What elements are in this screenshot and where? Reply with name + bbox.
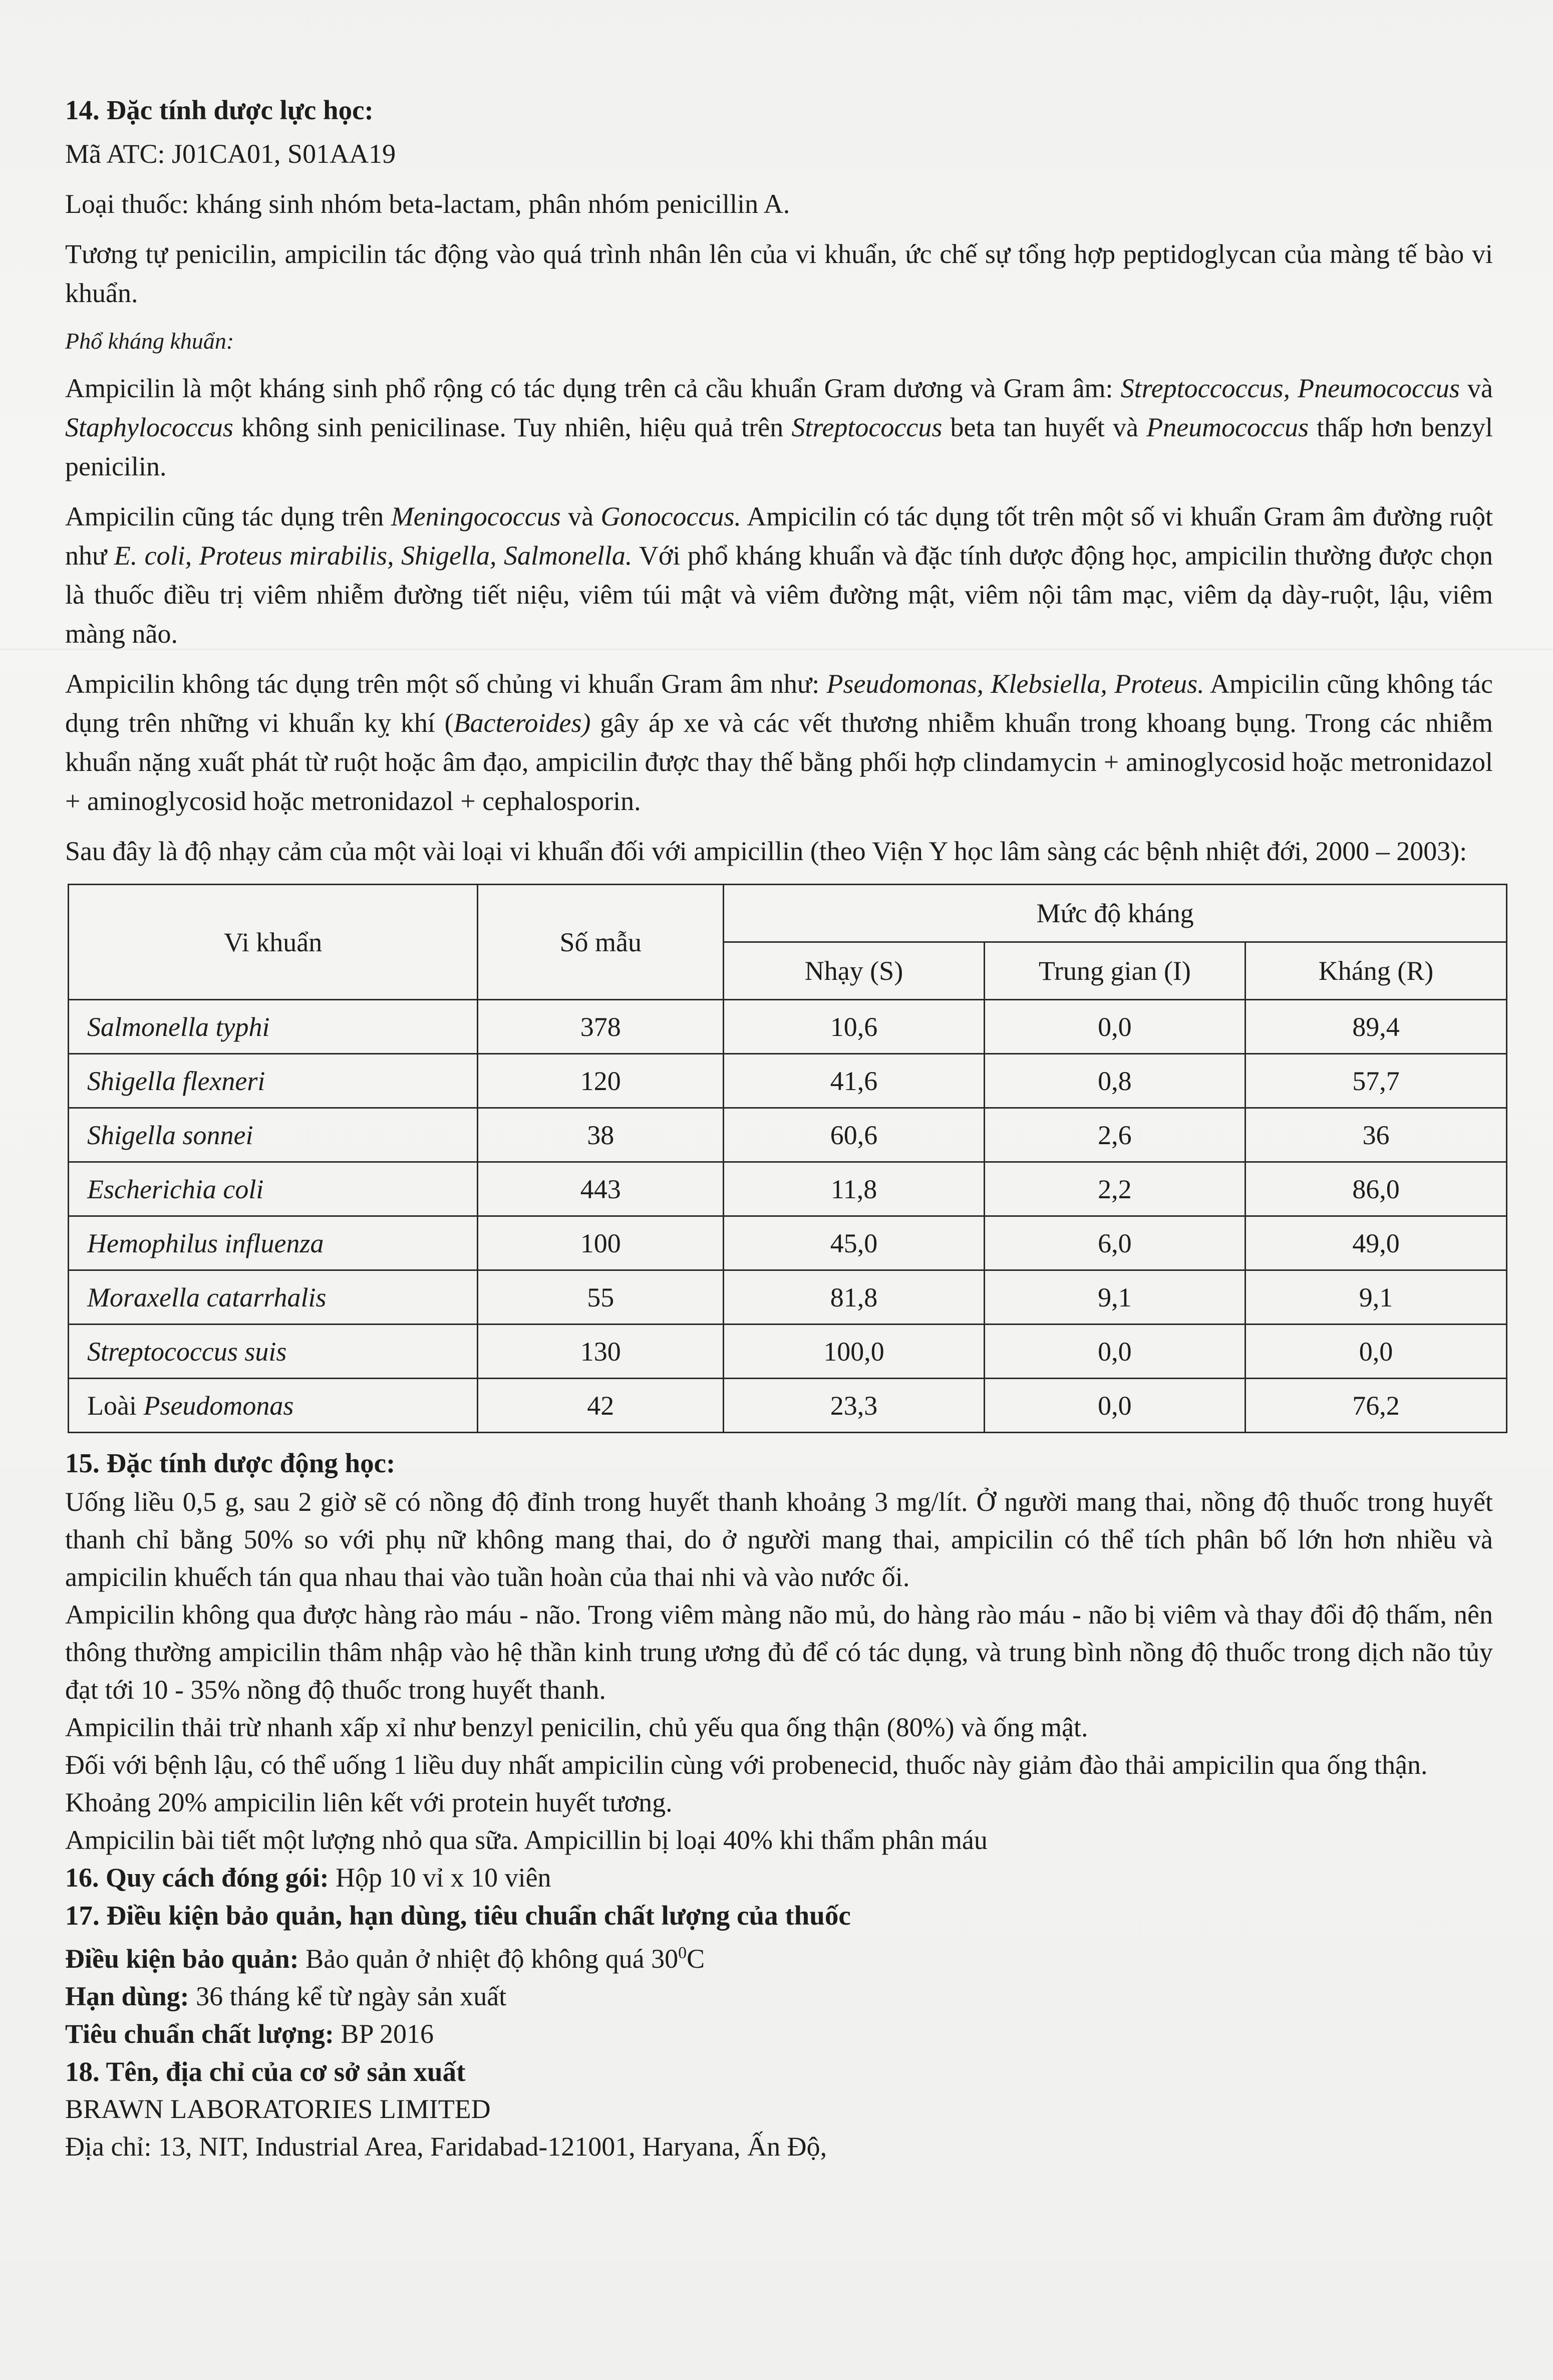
text-run: Ampicilin cũng tác dụng trên bbox=[65, 501, 391, 532]
header-intermediate: Trung gian (I) bbox=[984, 942, 1245, 1000]
manufacturer-name: BRAWN LABORATORIES LIMITED bbox=[65, 2094, 491, 2124]
intermediate-cell: 9,1 bbox=[984, 1270, 1245, 1325]
pk-paragraph-5: Khoảng 20% ampicilin liên kết với protein huyết tương. bbox=[65, 1787, 673, 1817]
bacteria-name-cell bbox=[69, 1054, 478, 1108]
spectrum-paragraph-1 bbox=[65, 369, 1493, 486]
intermediate-cell: 2,2 bbox=[984, 1162, 1245, 1216]
sensitive-cell: 23,3 bbox=[724, 1379, 985, 1433]
spectrum-paragraph-2 bbox=[65, 497, 1493, 653]
bacteria-name-cell bbox=[69, 1325, 478, 1379]
bacteria-name: Streptococcus suis bbox=[87, 1336, 287, 1367]
spectrum-heading: Phổ kháng khuẩn: bbox=[65, 328, 234, 354]
bacteria-name-cell bbox=[69, 1162, 478, 1216]
resistant-cell: 36 bbox=[1246, 1108, 1507, 1162]
quality-standard-value: BP 2016 bbox=[334, 2019, 434, 2049]
intermediate-cell: 0,0 bbox=[984, 1379, 1245, 1433]
quality-standard-label: Tiêu chuẩn chất lượng: bbox=[65, 2019, 334, 2049]
sensitive-cell: 100,0 bbox=[724, 1325, 985, 1379]
pk-paragraph-4: Đối với bệnh lậu, có thể uống 1 liều duy nhất ampicilin cùng với probenecid, thuốc này giảm đào thải ampicilin qua ống thận. bbox=[65, 1750, 1428, 1780]
bacteria-name-cell bbox=[69, 1216, 478, 1270]
sample-count-cell: 42 bbox=[478, 1379, 724, 1433]
packaging-label: 16. Quy cách đóng gói: bbox=[65, 1863, 329, 1893]
table-row bbox=[69, 1108, 1507, 1162]
bacteria-name: Escherichia coli bbox=[87, 1174, 264, 1204]
resistant-cell: 49,0 bbox=[1246, 1216, 1507, 1270]
text-run: và bbox=[1459, 373, 1493, 403]
section-14 bbox=[65, 90, 1493, 871]
italic-run: Streptoccoccus, Pneumococcus bbox=[1120, 373, 1460, 403]
storage-unit: C bbox=[687, 1944, 705, 1974]
storage-degree: 0 bbox=[678, 1944, 687, 1962]
text-run: gây áp xe và các vết thương nhiễm khuẩn trong khoang bụng. Trong các nhiễm khuẩn nặng xuất phát từ ruột hoặc âm đạo, ampicilin được thay thế bằng phối hợp clindamycin + aminoglycosid hoặc metronidazol + aminoglycosid hoặc metronidazol + cephalosporin. bbox=[65, 708, 1493, 816]
quality-standard-line bbox=[65, 2015, 1493, 2053]
italic-run: Bacteroides) bbox=[453, 708, 591, 738]
pk-paragraph-1: Uống liều 0,5 g, sau 2 giờ sẽ có nồng độ đỉnh trong huyết thanh khoảng 3 mg/lít. Ở người mang thai, nồng độ thuốc trong huyết thanh chỉ bằng 50% so với phụ nữ không mang thai, do ở người mang thai, ampicilin có thể tích phân bố lớn hơn nhiều và ampicilin khuếch tán qua nhau thai vào tuần hoàn của thai nhi và vào nước ối. bbox=[65, 1487, 1493, 1592]
susceptibility-table bbox=[68, 884, 1507, 1433]
bacteria-name: Moraxella catarrhalis bbox=[87, 1282, 327, 1312]
intermediate-cell: 0,8 bbox=[984, 1054, 1245, 1108]
italic-run: Gonococcus. bbox=[600, 501, 741, 532]
atc-code: Mã ATC: J01CA01, S01AA19 bbox=[65, 139, 396, 169]
header-bacteria: Vi khuẩn bbox=[69, 885, 478, 1000]
italic-run: Staphylococcus bbox=[65, 412, 233, 442]
storage-line bbox=[65, 1934, 1493, 1978]
sensitive-cell: 81,8 bbox=[724, 1270, 985, 1325]
header-resistance: Mức độ kháng bbox=[724, 885, 1507, 942]
bacteria-name-cell bbox=[69, 1000, 478, 1054]
table-row bbox=[69, 1270, 1507, 1325]
sensitive-cell: 11,8 bbox=[724, 1162, 985, 1216]
storage-label: Điều kiện bảo quản: bbox=[65, 1944, 299, 1974]
section-14-heading: 14. Đặc tính dược lực học: bbox=[65, 95, 374, 125]
italic-run: Pseudomonas, Klebsiella, Proteus. bbox=[826, 669, 1204, 699]
text-run: Ampicilin có tác dụng tốt trên một số vi khuẩn Gram âm đường ruột như bbox=[65, 501, 1493, 571]
sample-count-cell: 100 bbox=[478, 1216, 724, 1270]
sample-count-cell: 120 bbox=[478, 1054, 724, 1108]
table-row bbox=[69, 1216, 1507, 1270]
resistant-cell: 86,0 bbox=[1246, 1162, 1507, 1216]
sensitive-cell: 41,6 bbox=[724, 1054, 985, 1108]
resistant-cell: 76,2 bbox=[1246, 1379, 1507, 1433]
table-row bbox=[69, 1054, 1507, 1108]
spectrum-paragraph-3 bbox=[65, 664, 1493, 821]
pk-paragraph-6: Ampicilin bài tiết một lượng nhỏ qua sữa. Ampicillin bị loại 40% khi thẩm phân máu bbox=[65, 1825, 988, 1855]
intermediate-cell: 6,0 bbox=[984, 1216, 1245, 1270]
drug-class: Loại thuốc: kháng sinh nhóm beta-lactam, phân nhóm penicillin A. bbox=[65, 189, 790, 219]
bacteria-name-cell bbox=[69, 1270, 478, 1325]
sample-count-cell: 378 bbox=[478, 1000, 724, 1054]
section-15 bbox=[65, 1443, 1493, 2166]
text-run: không sinh penicilinase. Tuy nhiên, hiệu quả trên bbox=[233, 412, 792, 442]
section-18-heading: 18. Tên, địa chỉ của cơ sở sản xuất bbox=[65, 2056, 466, 2087]
italic-run: E. coli, Proteus mirabilis, Shigella, Salmonella. bbox=[114, 541, 633, 571]
bacteria-name: Pseudomonas bbox=[143, 1390, 294, 1421]
section-15-heading: 15. Đặc tính dược động học: bbox=[65, 1448, 396, 1478]
sensitive-cell: 10,6 bbox=[724, 1000, 985, 1054]
table-row bbox=[69, 1379, 1507, 1433]
packaging-line bbox=[65, 1859, 1493, 1897]
text-run: Ampicilin là một kháng sinh phổ rộng có tác dụng trên cả cầu khuẩn Gram dương và Gram âm: bbox=[65, 373, 1121, 403]
sensitive-cell: 60,6 bbox=[724, 1108, 985, 1162]
section-17-heading: 17. Điều kiện bảo quản, hạn dùng, tiêu chuẩn chất lượng của thuốc bbox=[65, 1900, 851, 1931]
bacteria-name: Hemophilus influenza bbox=[87, 1228, 324, 1258]
sensitive-cell: 45,0 bbox=[724, 1216, 985, 1270]
mechanism-text: Tương tự penicilin, ampicilin tác động vào quá trình nhân lên của vi khuẩn, ức chế sự tổng hợp peptidoglycan của màng tế bào vi khuẩn. bbox=[65, 239, 1493, 308]
table-row bbox=[69, 1325, 1507, 1379]
sample-count-cell: 38 bbox=[478, 1108, 724, 1162]
sample-count-cell: 55 bbox=[478, 1270, 724, 1325]
manufacturer-address: Địa chỉ: 13, NIT, Industrial Area, Faridabad-121001, Haryana, Ấn Độ, bbox=[65, 2132, 827, 2162]
text-run: và bbox=[560, 501, 601, 532]
header-resistant: Kháng (R) bbox=[1246, 942, 1507, 1000]
bacteria-name: Salmonella typhi bbox=[87, 1011, 270, 1042]
sample-count-cell: 130 bbox=[478, 1325, 724, 1379]
table-body bbox=[69, 1000, 1507, 1433]
table-header-row bbox=[69, 885, 1507, 942]
resistant-cell: 9,1 bbox=[1246, 1270, 1507, 1325]
storage-value: Bảo quản ở nhiệt độ không quá 30 bbox=[298, 1944, 679, 1974]
italic-run: Meningococcus bbox=[391, 501, 561, 532]
shelf-life-label: Hạn dùng: bbox=[65, 1981, 189, 2011]
bacteria-name: Shigella sonnei bbox=[87, 1120, 253, 1150]
table-intro: Sau đây là độ nhạy cảm của một vài loại vi khuẩn đối với ampicillin (theo Viện Y học lâm sàng các bệnh nhiệt đới, 2000 – 2003): bbox=[65, 836, 1467, 866]
sample-count-cell: 443 bbox=[478, 1162, 724, 1216]
pk-paragraph-3: Ampicilin thải trừ nhanh xấp xỉ như benzyl penicilin, chủ yếu qua ống thận (80%) và ống mật. bbox=[65, 1712, 1088, 1742]
bacteria-name-cell bbox=[69, 1108, 478, 1162]
bacteria-name-cell bbox=[69, 1379, 478, 1433]
resistant-cell: 89,4 bbox=[1246, 1000, 1507, 1054]
header-sensitive: Nhạy (S) bbox=[724, 942, 985, 1000]
pk-paragraph-2: Ampicilin không qua được hàng rào máu - não. Trong viêm màng não mủ, do hàng rào máu - não bị viêm và thay đổi độ thấm, nên thông thường ampicilin thâm nhập vào hệ thần kinh trung ương đủ để có tác dụng, và trung bình nồng độ thuốc trong dịch não tủy đạt tới 10 - 35% nồng độ thuốc trong huyết thanh. bbox=[65, 1600, 1493, 1705]
intermediate-cell: 0,0 bbox=[984, 1000, 1245, 1054]
text-run: Ampicilin cũng không tác dụng trên những vi khuẩn kỵ khí ( bbox=[65, 669, 1493, 738]
text-run: Với phổ kháng khuẩn và đặc tính dược động học, ampicilin thường được chọn là thuốc điều trị viêm nhiễm đường tiết niệu, viêm túi mật và viêm đường mật, viêm nội tâm mạc, viêm dạ dày-ruột, lậu, viêm màng não. bbox=[65, 541, 1493, 649]
header-samples: Số mẫu bbox=[478, 885, 724, 1000]
resistant-cell: 0,0 bbox=[1246, 1325, 1507, 1379]
bacteria-name: Shigella flexneri bbox=[87, 1066, 265, 1096]
shelf-life-value: 36 tháng kể từ ngày sản xuất bbox=[189, 1981, 507, 2011]
italic-run: Streptococcus bbox=[791, 412, 943, 442]
text-run: Ampicilin không tác dụng trên một số chủng vi khuẩn Gram âm như: bbox=[65, 669, 827, 699]
packaging-value: Hộp 10 vỉ x 10 viên bbox=[329, 1863, 551, 1893]
intermediate-cell: 0,0 bbox=[984, 1325, 1245, 1379]
table-row bbox=[69, 1000, 1507, 1054]
resistant-cell: 57,7 bbox=[1246, 1054, 1507, 1108]
text-run: beta tan huyết và bbox=[942, 412, 1147, 442]
bacteria-prefix: Loài bbox=[87, 1390, 144, 1421]
text-run: thấp hơn benzyl penicilin. bbox=[65, 412, 1493, 481]
shelf-life-line bbox=[65, 1978, 1493, 2015]
italic-run: Pneumococcus bbox=[1146, 412, 1309, 442]
table-row bbox=[69, 1162, 1507, 1216]
intermediate-cell: 2,6 bbox=[984, 1108, 1245, 1162]
